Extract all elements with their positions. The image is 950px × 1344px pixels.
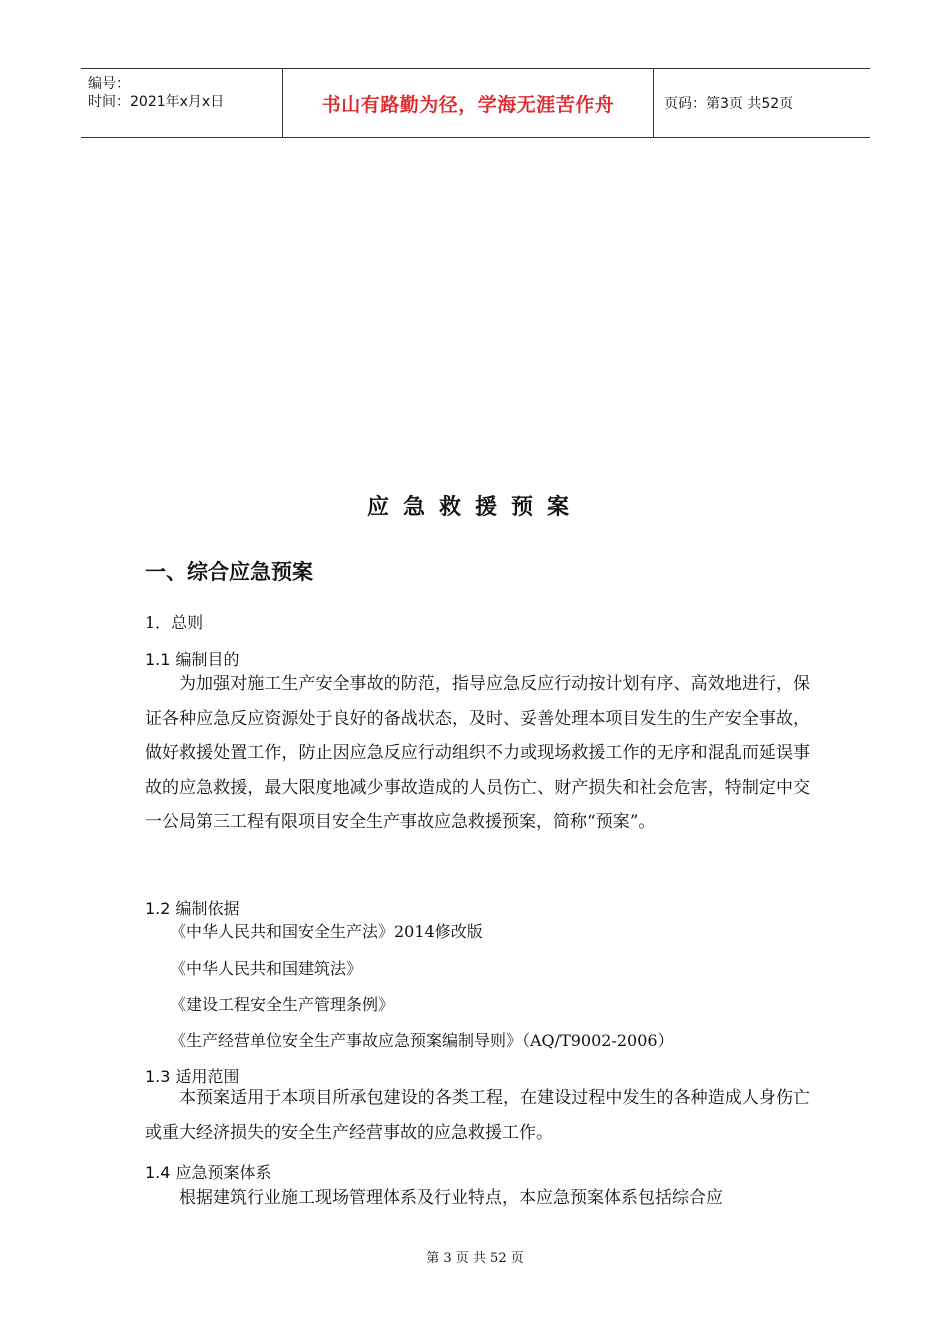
section-1-1-text: 为加强对施工生产安全事故的防范，指导应急反应行动按计划有序、高效地进行，保证各种应急反应资源处于良好的备战状态，及时、妥善处理本项目发生的生产安全事故，做好救援处置工作，防止因应急反应行动组织不力或现场救援工作的无序和混乱而延误事故的应急救援，最大限度地减少事故造成的人员伤亡、财产损失和社会危害，特制定中交一公局第三工程有限项目安全生产事故应急救援预案，简称“预案”。: [145, 674, 810, 832]
section-1-4-text: 根据建筑行业施工现场管理体系及行业特点，本应急预案体系包括综合应: [179, 1188, 723, 1208]
header-page-cell: [654, 69, 870, 137]
section-1-4-heading: 1.4 应急预案体系: [145, 1163, 272, 1182]
reference-item: 《中华人民共和国建筑法》: [170, 959, 363, 978]
number-label: 编号：: [88, 76, 130, 92]
reference-item: 《中华人民共和国安全生产法》2014修改版: [170, 922, 483, 941]
reference-item: 《建设工程安全生产管理条例》: [170, 995, 395, 1014]
motto-text: 书山有路勤为径，学海无涯苦作舟: [321, 93, 615, 116]
section-1-3-heading: 1.3 适用范围: [145, 1067, 240, 1086]
section-heading: 一、综合应急预案: [145, 560, 313, 584]
reference-item: 《生产经营单位安全生产事故应急预案编制导则》（AQ/T9002-2006）: [170, 1031, 674, 1050]
header-motto-cell: [282, 69, 654, 137]
document-header: [81, 68, 870, 138]
header-meta-cell: [81, 69, 282, 137]
page-info: 页码：第3页 共52页: [664, 96, 794, 112]
date-label: 时间：2021年x月x日: [88, 94, 225, 110]
page-footer: 第 3 页 共 52 页: [426, 1251, 524, 1266]
general-heading: 1．总则: [145, 613, 204, 632]
document-title: 应急救援预案: [366, 495, 583, 520]
section-1-3-text: 本预案适用于本项目所承包建设的各类工程，在建设过程中发生的各种造成人身伤亡或重大经济损失的安全生产经营事故的应急救援工作。: [145, 1088, 810, 1143]
section-1-1-heading: 1.1 编制目的: [145, 650, 240, 669]
section-1-2-heading: 1.2 编制依据: [145, 899, 240, 918]
